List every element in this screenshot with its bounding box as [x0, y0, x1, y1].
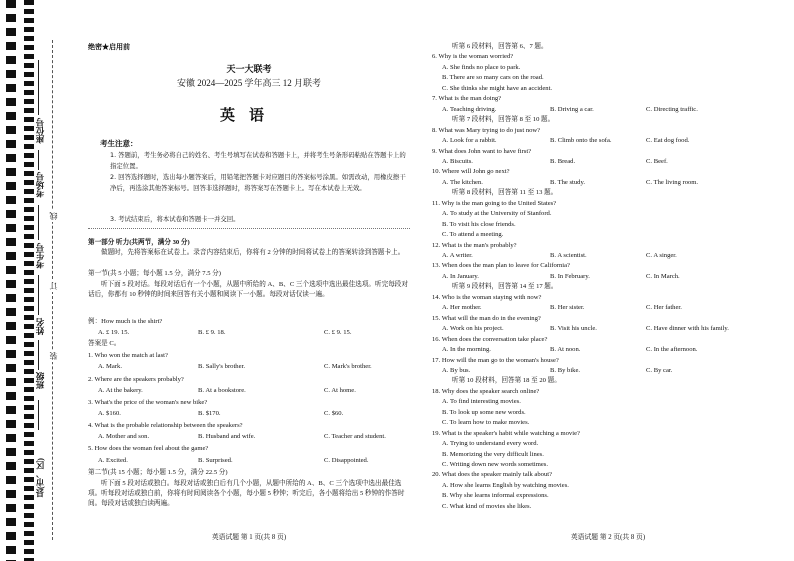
question: 14. Who is the woman staying with now?: [432, 293, 542, 301]
option: A. Trying to understand every word.: [442, 440, 539, 448]
option: B. To look up some new words.: [442, 408, 526, 416]
option-a: A. Her mother.: [442, 304, 482, 312]
question: 15. What will the man do in the evening?: [432, 314, 541, 322]
option: C. Writing down new words sometimes.: [442, 461, 549, 468]
option-a: A. In the morning.: [442, 346, 491, 354]
option-b: B. Bread.: [550, 157, 576, 165]
question: 5. How does the woman feel about the game?: [88, 445, 209, 452]
question: 7. What is the man doing?: [432, 95, 502, 103]
option-a: A. At the bakery.: [98, 387, 143, 394]
option: A. How she learns English by watching movies.: [442, 481, 569, 489]
example-question: 例：How much is the shirt?: [88, 318, 163, 325]
exam-room-label: 考场号: [35, 172, 45, 198]
option-c: C. In March.: [646, 272, 680, 280]
question: 18. Why does the speaker search online?: [432, 387, 540, 395]
material-heading: 听第 6 段材料，回答第 6、7 题。: [452, 43, 548, 50]
option-a: A. Mark.: [98, 363, 122, 370]
page-footer: 英语试题 第 1 页(共 8 页): [211, 534, 287, 541]
option: B. To visit his close friends.: [442, 220, 516, 228]
option-a: A. Biscuits.: [442, 157, 473, 165]
option-c: C. Teacher and student.: [324, 433, 386, 440]
seat-line: [38, 60, 39, 115]
option-b: B. Her sister.: [550, 304, 585, 312]
option-c: C. Eat dog food.: [646, 137, 690, 145]
part1-heading: 第一部分 听力(共两节，满分 30 分): [88, 239, 190, 246]
question: 16. When does the conversation take place?: [432, 335, 548, 343]
option-a: A. Look for a rabbit.: [442, 137, 497, 145]
mark-bind: 装: [49, 352, 58, 360]
subject-title: 英语: [219, 108, 278, 124]
binding-margin: [0, 0, 70, 561]
page-footer: 英语试题 第 2 页(共 8 页): [570, 534, 646, 541]
mark-line: 线: [49, 212, 58, 220]
divider: [88, 228, 410, 229]
exam-title: 安徽 2024—2025 学年高三 12 月联考: [176, 78, 321, 88]
question: 19. What is the speaker's habit while watching a movie?: [432, 429, 580, 437]
option-c: C. A singer.: [646, 252, 677, 259]
option-b: B. A scientist.: [550, 252, 587, 259]
option-c: C. By car.: [646, 366, 673, 374]
option: B. Why she learns informal expressions.: [442, 492, 549, 500]
option-b: B. Sally's brother.: [198, 363, 245, 370]
option-c: C. Beef.: [646, 157, 668, 165]
section1-heading: 第一节(共 5 小题；每小题 1.5 分，满分 7.5 分): [88, 270, 221, 277]
option-b: B. Visit his uncle.: [550, 325, 597, 333]
option: C. To learn how to make movies.: [442, 419, 530, 427]
question: 1. Who won the match at last?: [88, 352, 168, 359]
question: 12. What is the man's probably?: [432, 241, 517, 249]
option-a: A. Teaching driving.: [442, 105, 497, 113]
option-c: C. In the afternoon.: [646, 346, 698, 354]
section2-intro: 听下面 5 段对话或独白。每段对话或独白后有几个小题，从题中所给的 A、B、C 三个选项中选出最佳选项。听每段对话或独白前，你将有时间阅读各个小题，每小题 5 秒钟；听完后，各小题将给出 5 秒钟的作答时间。每段对话或独白读两遍。: [88, 480, 405, 507]
example-answer: 答案是 C。: [88, 340, 121, 347]
part1-intro: 做题时，先将答案标在试卷上。录音内容结束后，你将有 2 分钟的时间将试卷上的答案转涂到答题卡上。: [101, 249, 405, 256]
question: 3. What's the price of the woman's new bike?: [88, 399, 208, 406]
question: 20. What does the speaker mainly talk about?: [432, 471, 552, 479]
option-a: A. A writer.: [442, 252, 473, 259]
question: 11. Why is the man going to the United States?: [432, 199, 557, 207]
option-c: C. The living room.: [646, 178, 699, 186]
question: 10. Where will John go next?: [432, 168, 510, 176]
binding-stripe-inner: [24, 0, 34, 561]
option: B. There are so many cars on the road.: [442, 74, 544, 82]
option-c: C. Directing traffic.: [646, 105, 698, 113]
option: B. Memorizing the very difficult lines.: [442, 450, 544, 458]
question: 2. Where are the speakers probably?: [88, 376, 184, 383]
example-option-c: C. £ 9. 15.: [324, 329, 352, 336]
page-2: [432, 0, 784, 561]
section1-intro: 听下面 5 段对话。每段对话后有一个小题，从题中所给的 A、B、C 三个选项中选出最佳选项。听完每段对话后，你都有 10 秒钟的时间来回答有关小题和阅读下一小题。每段对话仅读一遍。: [88, 281, 408, 298]
question: 8. What was Mary trying to do just now?: [432, 126, 541, 134]
class-label: 班级: [35, 372, 45, 389]
example-option-b: B. £ 9. 18.: [198, 329, 226, 336]
county-label: 县(市、区): [35, 458, 45, 498]
question: 13. When does the man plan to leave for California?: [432, 262, 570, 270]
option-a: A. Work on his project.: [442, 325, 504, 333]
example-option-a: A. £ 19. 15.: [98, 329, 130, 336]
exam-no-line: [38, 205, 39, 240]
material-heading: 听第 7 段材料，回答第 8 至 10 题。: [452, 116, 555, 124]
material-heading: 听第 9 段材料，回答第 14 至 17 题。: [452, 283, 558, 291]
option-a: A. The kitchen.: [442, 178, 483, 186]
exam-org-title: 天一大联考: [226, 64, 272, 74]
option-a: A. Mother and son.: [98, 433, 150, 440]
option-b: B. At a bookstore.: [198, 387, 246, 394]
option-c: C. Mark's brother.: [324, 363, 372, 370]
page-1: [88, 0, 410, 561]
exam-room-line: [38, 150, 39, 170]
option-b: B. Climb onto the sofa.: [550, 137, 612, 145]
option-b: B. By bike.: [550, 366, 581, 374]
notice-2: 2. 回答选择题时，选出每小题答案后，用铅笔把答题卡对应题目的答案标号涂黑。如需改动，用橡皮擦干净后，再选涂其他答案标号。回答非选择题时，将答案写在答题卡上。写在本试卷上无效。: [110, 173, 406, 192]
question: 17. How will the man go to the woman's house?: [432, 356, 559, 364]
option-b: B. In February.: [550, 272, 590, 280]
option: C. To attend a meeting.: [442, 231, 504, 239]
option-b: B. At noon.: [550, 346, 581, 354]
material-heading: 听第 10 段材料，回答第 18 至 20 题。: [452, 377, 561, 385]
option-b: B. The study.: [550, 178, 585, 186]
name-line: [38, 275, 39, 315]
option: A. To study at the University of Stanford.: [442, 210, 552, 218]
option-a: A. $160.: [98, 410, 121, 417]
notice-title: 考生注意：: [100, 139, 138, 148]
option-b: B. Surprised.: [198, 457, 233, 464]
option-b: B. $170.: [198, 410, 221, 417]
section2-heading: 第二节(共 15 小题；每小题 1.5 分，满分 22.5 分): [88, 469, 228, 476]
confidential-label: 绝密★启用前: [88, 43, 130, 51]
option-a: A. In January.: [442, 272, 479, 280]
option-c: C. Her father.: [646, 304, 682, 312]
exam-no-label: 考生号: [35, 243, 45, 269]
option-c: C. $60.: [324, 410, 344, 417]
question: 6. Why is the woman worried?: [432, 53, 514, 61]
option: A. She finds no place to park.: [442, 63, 521, 71]
question: 9. What does John want to have first?: [432, 147, 532, 155]
option: A. To find interesting movies.: [442, 398, 521, 406]
option-c: C. Disappointed.: [324, 457, 369, 464]
material-heading: 听第 8 段材料，回答第 11 至 13 题。: [452, 189, 558, 197]
option-a: A. By bus.: [442, 366, 471, 374]
option-b: B. Driving a car.: [550, 105, 594, 113]
option: C. What kind of movies she likes.: [442, 502, 532, 510]
notice-1: 1. 答题前，考生务必将自己的姓名、考生号填写在试卷和答题卡上，并将考生号条形码粘贴在答题卡上的指定位置。: [110, 151, 406, 170]
name-label: 姓名: [35, 318, 45, 335]
seat-label: 座位号: [35, 118, 45, 144]
county-line: [38, 400, 39, 430]
binding-stripe: [6, 0, 16, 561]
option-a: A. Excited.: [98, 457, 128, 464]
mark-seal: 订: [49, 282, 58, 290]
option-c: C. At home.: [324, 387, 356, 394]
question: 4. What is the probable relationship between the speakers?: [88, 422, 243, 429]
option-c: C. Have dinner with his family.: [646, 325, 729, 333]
class-line: [38, 340, 39, 370]
option-b: B. Husband and wife.: [198, 433, 256, 440]
notice-3: 3. 考试结束后，将本试卷和答题卡一并交回。: [110, 215, 240, 223]
option: C. She thinks she might have an accident.: [442, 84, 553, 92]
